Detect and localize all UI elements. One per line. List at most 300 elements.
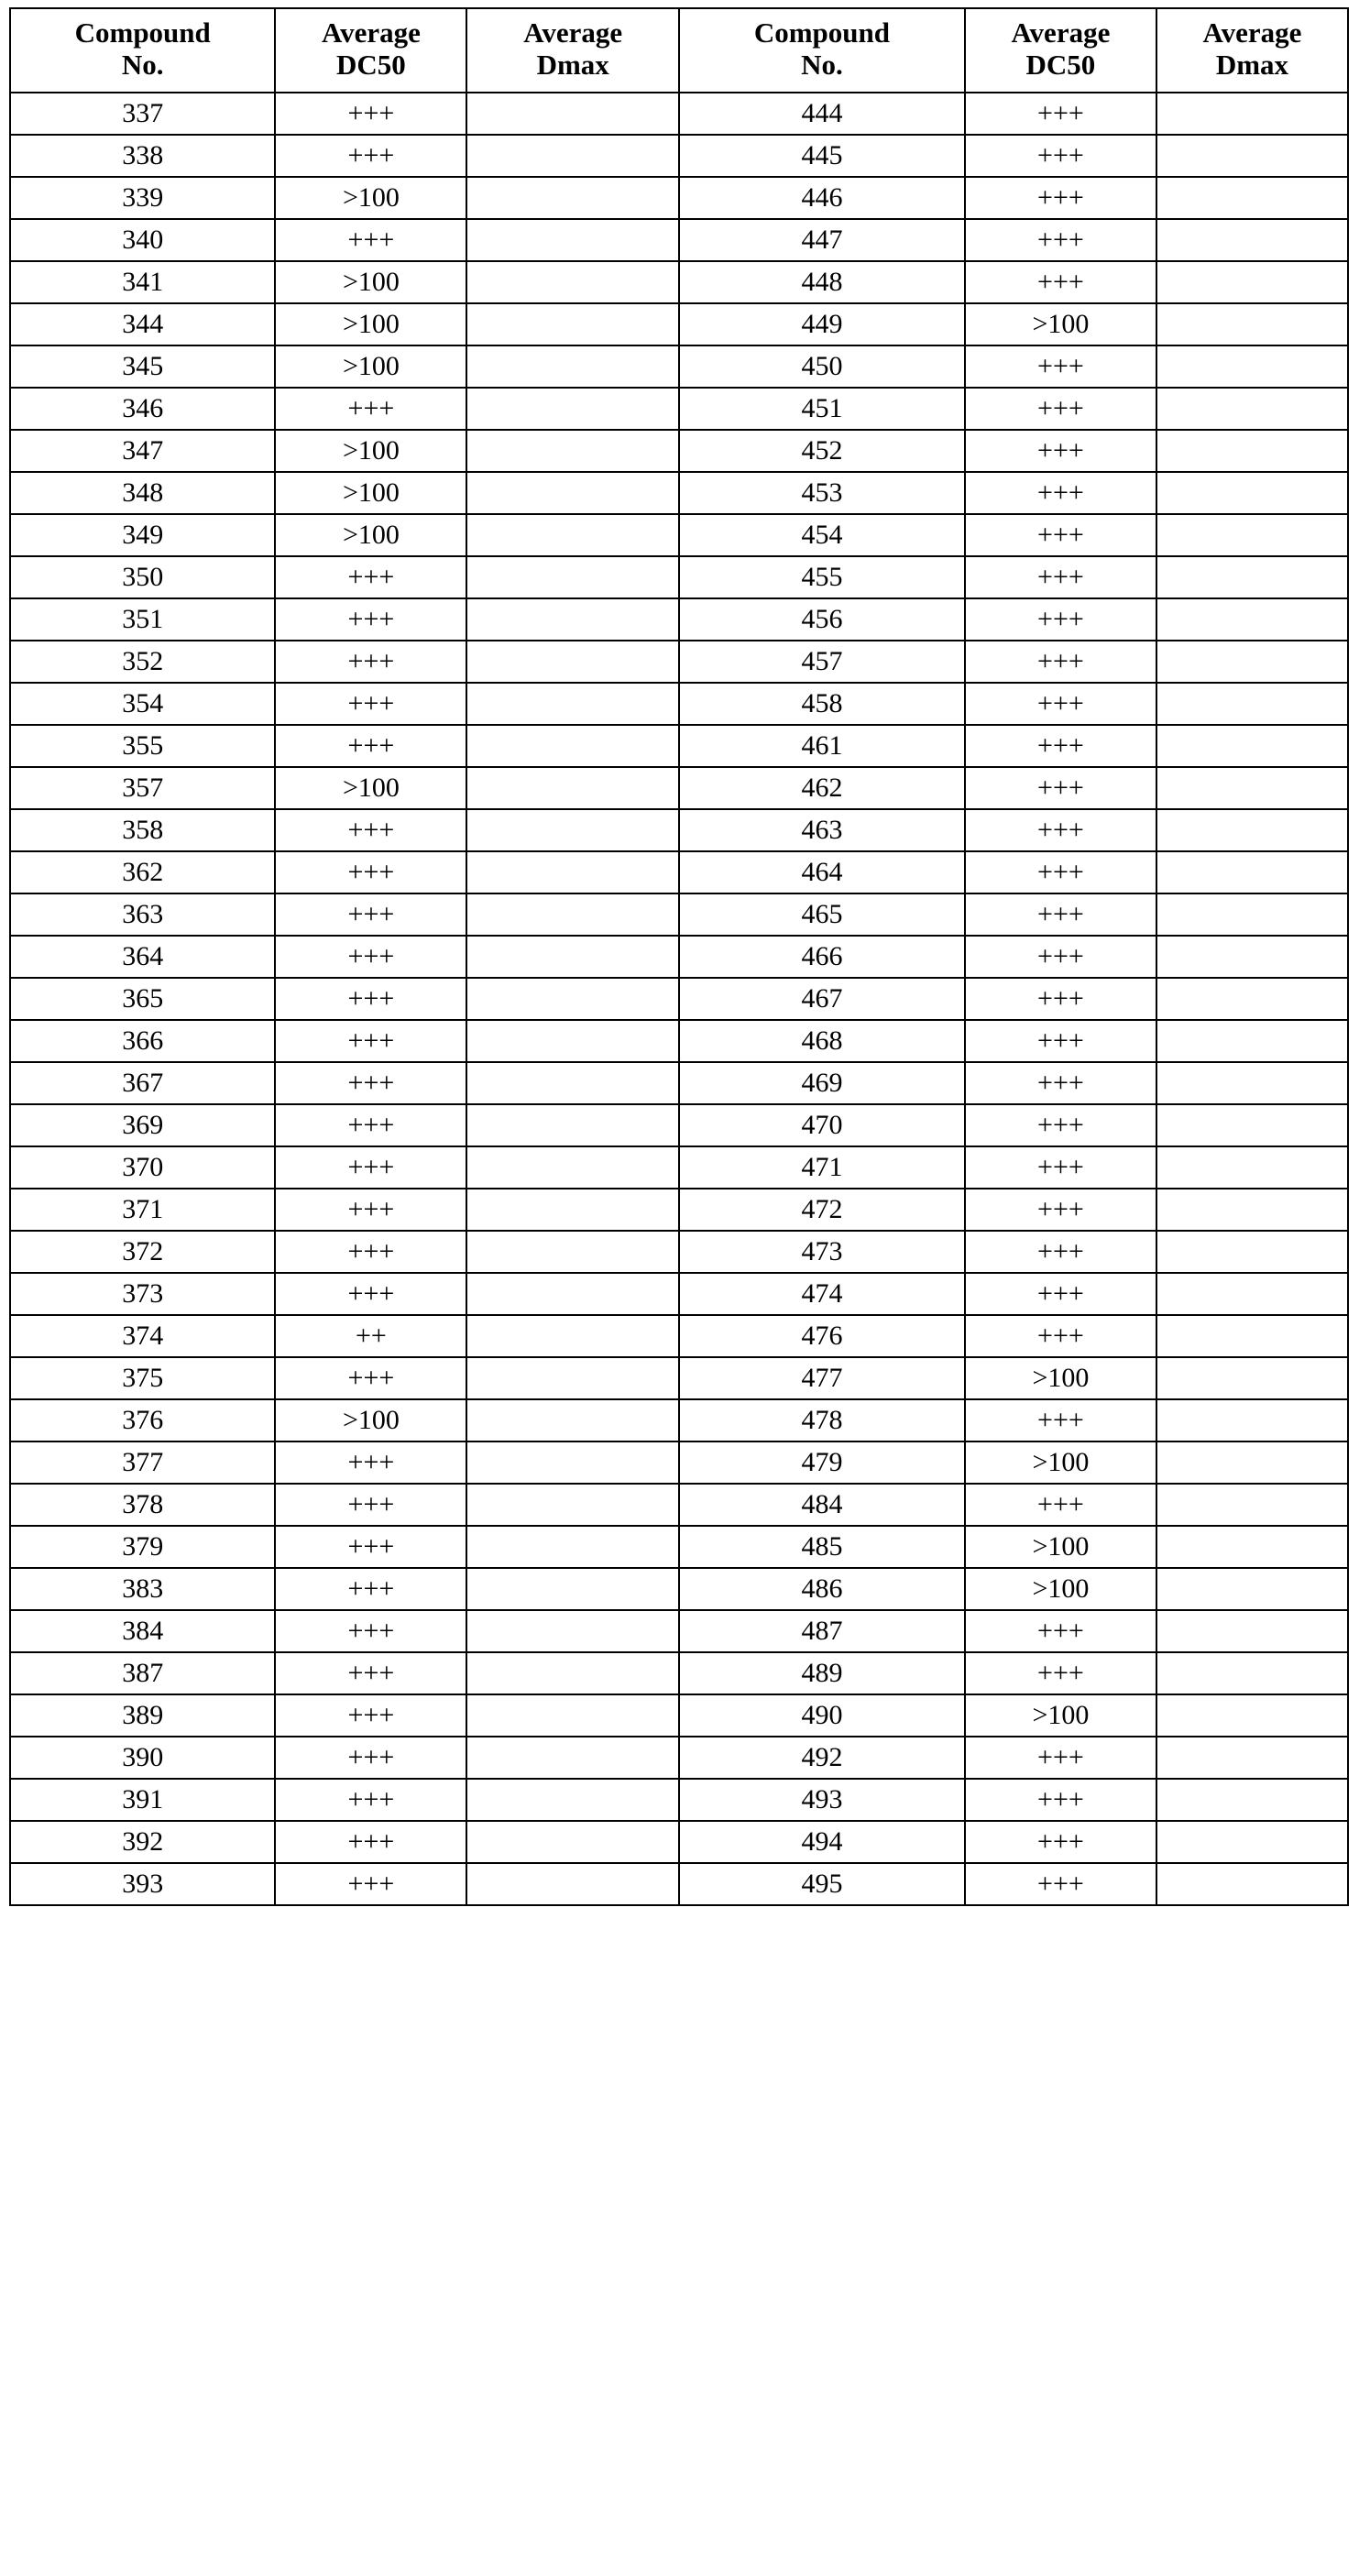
table-cell: +++ [275,851,466,893]
table-cell: >100 [275,261,466,303]
table-cell: 391 [10,1779,275,1821]
table-cell: 371 [10,1189,275,1231]
table-cell: 444 [679,93,965,135]
table-cell: +++ [275,1146,466,1189]
table-cell: 389 [10,1694,275,1737]
column-header-line1: Average [1011,16,1111,49]
table-cell: 354 [10,683,275,725]
table-cell: +++ [275,556,466,598]
table-cell: +++ [275,893,466,936]
table-cell [1156,809,1348,851]
table-cell [1156,1610,1348,1652]
table-cell: 358 [10,809,275,851]
table-row [10,177,1348,219]
table-cell: >100 [965,1441,1156,1484]
table-row [10,514,1348,556]
table-cell: 378 [10,1484,275,1526]
table-cell: 347 [10,430,275,472]
table-cell [466,1779,679,1821]
table-cell: +++ [275,1231,466,1273]
table-cell: +++ [275,1189,466,1231]
table-row [10,1357,1348,1399]
column-header-line2: Dmax [1215,49,1289,81]
table-cell [1156,1779,1348,1821]
table-cell: 453 [679,472,965,514]
table-cell: >100 [965,303,1156,345]
table-cell: 367 [10,1062,275,1104]
table-cell [1156,1441,1348,1484]
table-row [10,893,1348,936]
column-header-line1: Average [1202,16,1302,49]
table-row [10,1315,1348,1357]
table-row [10,345,1348,388]
table-cell: >100 [275,430,466,472]
table-cell: +++ [275,683,466,725]
table-cell [466,1863,679,1905]
table-row [10,1526,1348,1568]
table-cell: >100 [275,177,466,219]
table-cell [1156,1652,1348,1694]
table-cell [466,135,679,177]
table-cell: >100 [275,1399,466,1441]
table-cell: +++ [275,1062,466,1104]
table-cell: 469 [679,1062,965,1104]
table-cell: +++ [275,936,466,978]
table-cell: +++ [965,135,1156,177]
table-cell: +++ [275,978,466,1020]
table-row [10,809,1348,851]
table-cell [1156,1020,1348,1062]
table-cell [466,1737,679,1779]
table-cell: +++ [965,1231,1156,1273]
table-cell: +++ [965,809,1156,851]
table-row [10,1062,1348,1104]
table-cell: 477 [679,1357,965,1399]
table-cell: +++ [275,1484,466,1526]
table-cell: +++ [275,1652,466,1694]
table-cell [466,936,679,978]
column-header-line2: DC50 [336,49,406,81]
column-header-line2: No. [121,49,164,81]
table-cell [1156,893,1348,936]
table-cell: 493 [679,1779,965,1821]
table-cell: 363 [10,893,275,936]
table-row [10,725,1348,767]
table-cell: >100 [965,1357,1156,1399]
table-cell: +++ [965,388,1156,430]
table-cell [1156,1231,1348,1273]
table-cell: 450 [679,345,965,388]
table-cell [1156,219,1348,261]
table-cell [466,261,679,303]
table-cell: >100 [965,1526,1156,1568]
table-cell: >100 [275,767,466,809]
table-cell [466,93,679,135]
column-header-line2: No. [801,49,843,81]
table-cell [466,1484,679,1526]
table-cell: +++ [965,1821,1156,1863]
table-row [10,472,1348,514]
table-cell [1156,1526,1348,1568]
table-row [10,1484,1348,1526]
table-cell: 370 [10,1146,275,1189]
table-cell: 455 [679,556,965,598]
table-cell: +++ [965,219,1156,261]
table-cell: 376 [10,1399,275,1441]
table-cell: +++ [275,1737,466,1779]
table-cell: +++ [275,598,466,641]
table-cell: +++ [965,893,1156,936]
table-row [10,1189,1348,1231]
table-cell: 344 [10,303,275,345]
table-cell [466,1568,679,1610]
table-cell: 365 [10,978,275,1020]
table-cell [1156,303,1348,345]
table-cell: 346 [10,388,275,430]
table-cell [466,388,679,430]
table-cell: 476 [679,1315,965,1357]
table-cell [1156,1273,1348,1315]
table-cell [466,809,679,851]
table-cell: 468 [679,1020,965,1062]
table-cell: +++ [965,1399,1156,1441]
table-cell: 366 [10,1020,275,1062]
table-row [10,556,1348,598]
table-cell: +++ [965,514,1156,556]
table-cell: 362 [10,851,275,893]
table-cell: 364 [10,936,275,978]
table-cell: >100 [275,514,466,556]
table-row [10,1779,1348,1821]
table-cell [466,556,679,598]
table-row [10,1441,1348,1484]
table-cell: 374 [10,1315,275,1357]
table-row [10,936,1348,978]
table-cell: +++ [965,93,1156,135]
table-cell: +++ [965,345,1156,388]
table-cell [1156,683,1348,725]
table-cell [466,472,679,514]
table-cell [466,1315,679,1357]
table-cell [466,725,679,767]
table-cell: +++ [275,1863,466,1905]
table-cell [466,1104,679,1146]
table-cell [1156,1694,1348,1737]
table-row [10,219,1348,261]
table-cell [466,767,679,809]
table-row [10,851,1348,893]
table-cell [466,1020,679,1062]
table-cell [1156,1189,1348,1231]
table-cell: 452 [679,430,965,472]
table-cell: >100 [275,345,466,388]
table-cell: 495 [679,1863,965,1905]
table-cell: +++ [965,1189,1156,1231]
table-cell: 449 [679,303,965,345]
table-row [10,598,1348,641]
table-cell: +++ [965,767,1156,809]
column-header-line2: Dmax [536,49,609,81]
table-cell: 390 [10,1737,275,1779]
table-cell [1156,1568,1348,1610]
table-cell: +++ [965,1146,1156,1189]
table-cell [466,1652,679,1694]
table-cell: 473 [679,1231,965,1273]
table-cell [466,978,679,1020]
table-cell: 383 [10,1568,275,1610]
table-cell: +++ [275,1273,466,1315]
table-cell [1156,261,1348,303]
table-row [10,1694,1348,1737]
table-cell: >100 [275,303,466,345]
table-row [10,683,1348,725]
table-cell: +++ [965,725,1156,767]
table-cell [1156,767,1348,809]
table-cell: 350 [10,556,275,598]
table-cell: +++ [965,472,1156,514]
table-cell: +++ [965,430,1156,472]
table-cell: 345 [10,345,275,388]
table-cell: +++ [275,1694,466,1737]
table-cell: +++ [275,1610,466,1652]
table-row [10,978,1348,1020]
table-cell: 339 [10,177,275,219]
table-cell: 372 [10,1231,275,1273]
table-cell [466,1062,679,1104]
table-cell [1156,851,1348,893]
table-cell: 349 [10,514,275,556]
table-cell [1156,1399,1348,1441]
table-cell [1156,556,1348,598]
table-cell: >100 [965,1694,1156,1737]
table-cell [466,177,679,219]
table-cell: +++ [965,1273,1156,1315]
table-row [10,1568,1348,1610]
table-row [10,1610,1348,1652]
table-cell: 456 [679,598,965,641]
table-cell: 352 [10,641,275,683]
table-cell: +++ [275,1779,466,1821]
table-row [10,1737,1348,1779]
table-cell: +++ [965,683,1156,725]
table-cell: 465 [679,893,965,936]
table-cell: +++ [275,93,466,135]
table-row [10,303,1348,345]
table-row [10,261,1348,303]
table-cell [1156,1315,1348,1357]
table-cell: 337 [10,93,275,135]
column-header-5 [1156,8,1348,93]
table-cell: 454 [679,514,965,556]
table-cell: 451 [679,388,965,430]
table-cell [466,683,679,725]
table-cell: 462 [679,767,965,809]
table-cell: 355 [10,725,275,767]
table-cell [466,345,679,388]
table-cell: 486 [679,1568,965,1610]
table-cell: 340 [10,219,275,261]
table-cell: 489 [679,1652,965,1694]
table-cell: +++ [965,556,1156,598]
table-cell [1156,1737,1348,1779]
table-cell: 478 [679,1399,965,1441]
table-cell: 351 [10,598,275,641]
table-cell: 463 [679,809,965,851]
table-cell: +++ [965,936,1156,978]
table-cell: 458 [679,683,965,725]
table-cell: 377 [10,1441,275,1484]
compound-activity-table [9,7,1349,1906]
column-header-line1: Compound [74,16,211,49]
table-cell: 341 [10,261,275,303]
table-cell: 446 [679,177,965,219]
table-cell: +++ [965,1610,1156,1652]
table-cell: +++ [275,219,466,261]
table-cell [1156,1146,1348,1189]
table-row [10,1231,1348,1273]
table-cell: +++ [275,1526,466,1568]
table-cell: 447 [679,219,965,261]
table-cell [466,1399,679,1441]
table-cell [466,219,679,261]
table-cell [466,1357,679,1399]
table-row [10,1399,1348,1441]
table-cell: 448 [679,261,965,303]
table-cell: +++ [965,1652,1156,1694]
table-cell: 338 [10,135,275,177]
table-cell [1156,1062,1348,1104]
table-cell: 466 [679,936,965,978]
table-cell [1156,1821,1348,1863]
table-cell [1156,1104,1348,1146]
table-row [10,1652,1348,1694]
table-cell [1156,345,1348,388]
column-header-line1: Compound [753,16,891,49]
table-cell [1156,430,1348,472]
table-cell: 348 [10,472,275,514]
table-cell [1156,725,1348,767]
table-cell: +++ [275,1020,466,1062]
table-cell: +++ [965,1062,1156,1104]
column-header-line1: Average [321,16,421,49]
table-cell [1156,514,1348,556]
table-row [10,1863,1348,1905]
table-cell: 357 [10,767,275,809]
table-row [10,641,1348,683]
table-row [10,1104,1348,1146]
table-cell [1156,135,1348,177]
table-cell [1156,1357,1348,1399]
table-cell [1156,1484,1348,1526]
column-header-3 [679,8,965,93]
table-cell: +++ [965,177,1156,219]
table-cell: 472 [679,1189,965,1231]
table-cell: +++ [965,1779,1156,1821]
table-cell: +++ [275,1357,466,1399]
table-cell: +++ [965,1020,1156,1062]
table-cell: 467 [679,978,965,1020]
table-row [10,388,1348,430]
table-cell: 393 [10,1863,275,1905]
table-cell: 392 [10,1821,275,1863]
table-cell [466,893,679,936]
table-cell: +++ [965,978,1156,1020]
table-cell [466,1526,679,1568]
table-cell [466,514,679,556]
table-cell [1156,641,1348,683]
table-cell: ++ [275,1315,466,1357]
table-cell [466,1189,679,1231]
column-header-4 [965,8,1156,93]
table-row [10,1146,1348,1189]
column-header-2 [466,8,679,93]
table-cell: +++ [275,1104,466,1146]
table-cell: +++ [275,1821,466,1863]
table-cell: +++ [965,1315,1156,1357]
table-cell [1156,598,1348,641]
table-cell [466,430,679,472]
table-cell: +++ [275,725,466,767]
table-cell: >100 [965,1568,1156,1610]
column-header-line1: Average [523,16,623,49]
table-body [10,93,1348,1905]
table-row [10,93,1348,135]
table-cell: >100 [275,472,466,514]
column-header-1 [275,8,466,93]
table-cell: 457 [679,641,965,683]
table-cell [466,303,679,345]
table-cell: +++ [965,1737,1156,1779]
table-cell [466,1694,679,1737]
table-cell [466,1273,679,1315]
table-cell [466,1441,679,1484]
table-cell: +++ [275,641,466,683]
table-cell [1156,388,1348,430]
table-cell: 445 [679,135,965,177]
table-cell: 461 [679,725,965,767]
table-row [10,430,1348,472]
table-cell: +++ [965,851,1156,893]
table-cell: +++ [275,1568,466,1610]
table-cell: 471 [679,1146,965,1189]
table-row [10,1273,1348,1315]
table-cell: +++ [965,1484,1156,1526]
table-cell: +++ [965,641,1156,683]
table-cell: 492 [679,1737,965,1779]
table-cell: 490 [679,1694,965,1737]
table-cell: 464 [679,851,965,893]
table-cell: 375 [10,1357,275,1399]
table-cell: 369 [10,1104,275,1146]
table-row [10,1020,1348,1062]
table-cell: +++ [965,1863,1156,1905]
table-cell [1156,177,1348,219]
table-cell: 470 [679,1104,965,1146]
table-header-row [10,8,1348,93]
table-cell: 474 [679,1273,965,1315]
table-cell: 479 [679,1441,965,1484]
table-cell [1156,93,1348,135]
table-header [10,8,1348,93]
table-cell [466,1821,679,1863]
table-cell: +++ [275,1441,466,1484]
table-cell: +++ [965,598,1156,641]
table-row [10,1821,1348,1863]
table-cell: 494 [679,1821,965,1863]
table-cell [1156,936,1348,978]
table-cell [466,598,679,641]
table-cell: 484 [679,1484,965,1526]
